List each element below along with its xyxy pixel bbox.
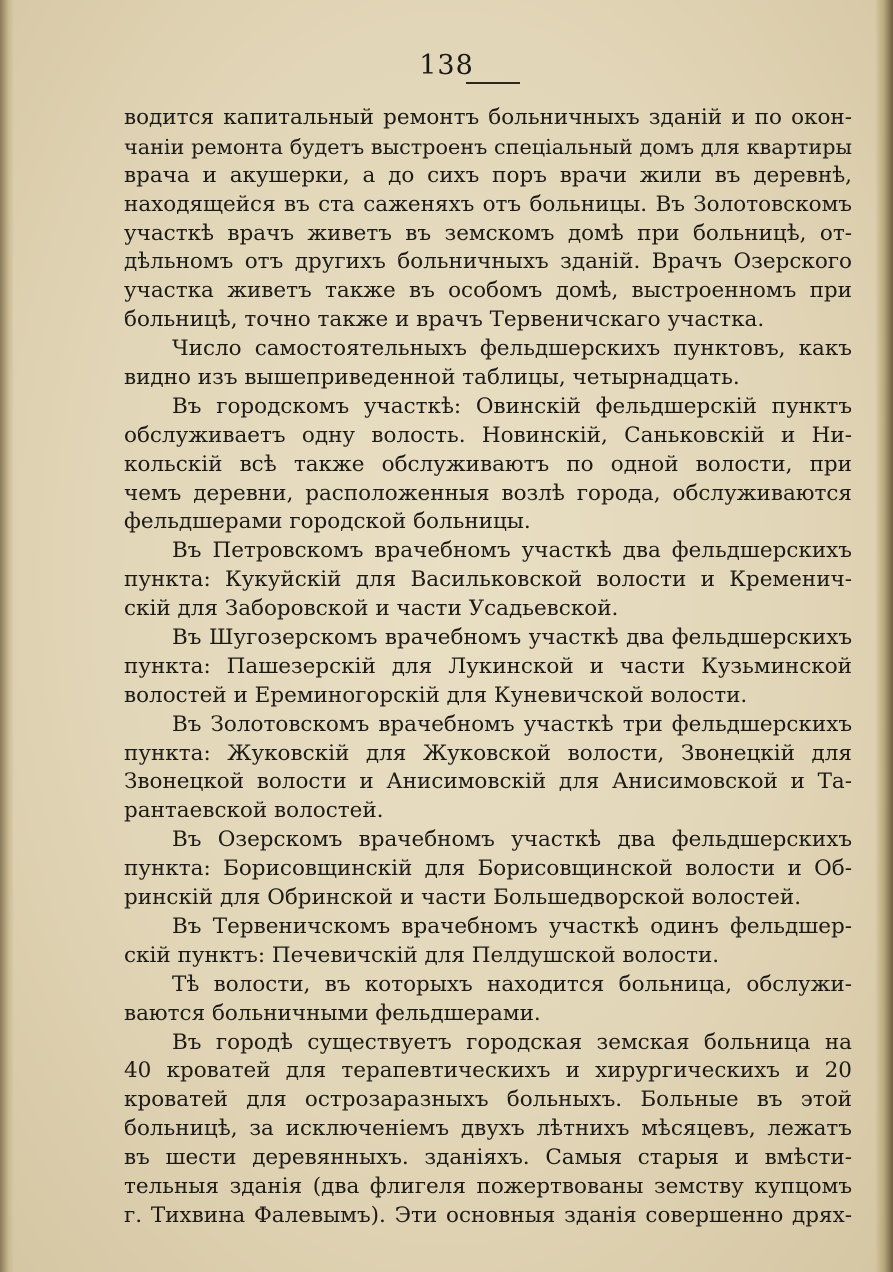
text-line: 40 кроватей для терапевтическихъ и хирургическихъ и 20 [124,1058,852,1084]
text-line: водится капитальный ремонтъ больничныхъ зданій и по окон- [124,105,852,130]
text-line: участка живетъ также въ особомъ домѣ, выстроенномъ при [124,278,852,304]
text-line: больницѣ, за исключеніемъ двухъ лѣтнихъ мѣсяцевъ, лежатъ [124,1116,852,1142]
text-line: участкѣ врачъ живетъ въ земскомъ домѣ при больницѣ, от- [124,220,852,246]
text-line: больницѣ, точно также и врачъ Тервеничскаго участка. [124,307,765,333]
text-line: чемъ деревни, расположенныя возлѣ города, обслуживаются [124,480,852,506]
text-line: Въ Озерскомъ врачебномъ участкѣ два фельдшерскихъ [172,827,852,853]
text-line: Въ Шугозерскомъ врачебномъ участкѣ два фельдшерскихъ [172,625,852,651]
text-line: пункта: Пашезерскій для Лукинской и части Кузьминской [124,653,852,679]
text-line: Въ городѣ существуетъ городская земская больница на [172,1029,852,1055]
text-line: врача и акушерки, а до сихъ поръ врачи жили въ деревнѣ, [124,162,852,188]
text-line: Въ городскомъ участкѣ: Овинскій фельдшерскій пунктъ [172,393,852,419]
text-line: ринскій для Обринской и части Большедворской волостей. [124,885,802,911]
page-left-edge [0,0,14,1272]
text-line: Въ Тервеничскомъ врачебномъ участкѣ одинъ фельдшер- [172,913,852,939]
text-line: тельныя зданія (два флигеля пожертвованы земству купцомъ [124,1173,852,1199]
text-line: чаніи ремонта будетъ выстроенъ спеціальный домъ для квартиры [124,134,852,159]
text-line: ваются больничными фельдшерами. [124,1000,541,1026]
page-number: 138 [419,50,474,81]
page-number-underline [466,82,520,84]
text-line: обслуживаетъ одну волость. Новинскій, Саньковскій и Ни- [124,422,852,448]
text-line: скій для Заборовской и части Усадьевской. [124,596,619,622]
text-line: волостей и Ереминогорскій для Куневичской волости. [124,682,748,708]
text-line: Число самостоятельныхъ фельдшерскихъ пунктовъ, какъ [172,336,852,362]
text-line: скій пунктъ: Печевичскій для Пелдушской волости. [124,942,720,968]
text-line: пункта: Борисовщинскій для Борисовщинской волости и Об- [124,856,852,882]
text-line: въ шести деревянныхъ. зданіяхъ. Самыя старыя и вмѣсти- [124,1145,852,1171]
text-line: дѣльномъ отъ другихъ больничныхъ зданій. Врачъ Озерского [124,249,852,275]
text-line: Звонецкой волости и Анисимовскій для Анисимовской и Та- [124,769,852,795]
text-line: фельдшерами городской больницы. [124,509,531,535]
page-right-edge [875,0,893,1272]
text-line: пункта: Кукуйскій для Васильковской волости и Кременич- [124,567,852,593]
text-line: пункта: Жуковскій для Жуковской волости, Звонецкій для [124,740,852,766]
text-line: находящейся въ ста саженяхъ отъ больницы. Въ Золотовскомъ [124,191,852,217]
text-line: Тѣ волости, въ которыхъ находится больница, обслужи- [172,971,852,997]
text-line: Въ Петровскомъ врачебномъ участкѣ два фельдшерскихъ [172,538,852,564]
text-line: Въ Золотовскомъ врачебномъ участкѣ три фельдшерскихъ [172,711,852,737]
text-line: видно изъ вышеприведенной таблицы, четырнадцать. [124,365,740,391]
text-line: г. Тихвина Фалевымъ). Эти основныя зданія совершенно дрях- [124,1202,852,1228]
text-line: рантаевской волостей. [124,798,384,824]
text-line: кроватей для острозаразныхъ больныхъ. Больные въ этой [124,1087,852,1113]
text-line: кольскій всѣ также обслуживаютъ по одной волости, при [124,451,852,477]
body-text [124,104,852,1231]
